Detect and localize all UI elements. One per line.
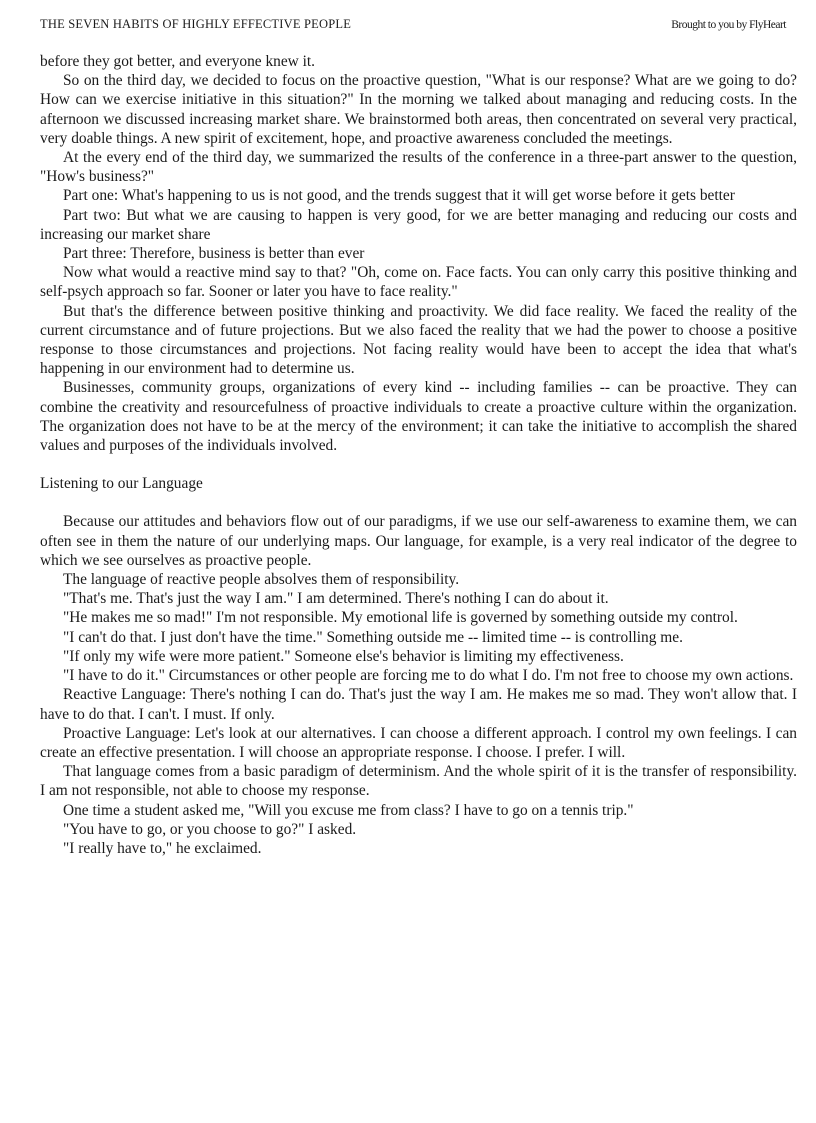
paragraph: "I can't do that. I just don't have the time." Something outside me -- limited time -- is controlling me.	[63, 628, 683, 646]
paragraph: That language comes from a basic paradigm of determinism. And the whole spirit of it is the transfer of responsibility. I am not responsible, not able to choose my response.	[40, 763, 797, 800]
paragraph: Part two: But what we are causing to happen is very good, for we are better managing and reducing our costs and increasing our market share	[40, 206, 797, 243]
paragraph: So on the third day, we decided to focus on the proactive question, "What is our response? What are we going to do? How can we exercise initiative in this situation?" In the morning we talked about managing and reducing costs. In the afternoon we discussed increasing market share. We brainstormed both areas, then concentrated on several very practical, very doable things. A new spirit of excitement, hope, and proactive awareness concluded the meetings.	[40, 72, 797, 147]
credit-line: Brought to you by FlyHeart	[671, 19, 786, 31]
paragraph: Proactive Language: Let's look at our alternatives. I can choose a different approach. I control my own feelings. I can create an effective presentation. I will choose an appropriate response. I choose. I prefer. I will.	[40, 724, 797, 761]
paragraph: Because our attitudes and behaviors flow out of our paradigms, if we use our self-awareness to examine them, we can often see in them the nature of our underlying maps. Our language, for example, is a very real indicator of the degree to which we see ourselves as proactive people.	[40, 513, 797, 569]
paragraph: "That's me. That's just the way I am." I am determined. There's nothing I can do about it.	[63, 590, 609, 608]
paragraph: Part three: Therefore, business is better than ever	[63, 245, 365, 263]
running-header	[40, 17, 786, 35]
paragraph: One time a student asked me, "Will you excuse me from class? I have to go on a tennis trip."	[63, 801, 634, 819]
paragraph: But that's the difference between positive thinking and proactivity. We did face reality. We faced the reality of the current circumstance and of future projections. But we also faced the reality that we had the power to choose a positive response to those circumstances and projections. Not facing reality would have been to accept the idea that what's happening in our environment had to determine us.	[40, 302, 797, 378]
paragraph: At the every end of the third day, we summarized the results of the conference in a three-part answer to the question, "How's business?"	[40, 149, 797, 186]
paragraph: "If only my wife were more patient." Someone else's behavior is limiting my effectiveness.	[63, 647, 624, 665]
paragraph-continued: before they got better, and everyone knew it.	[40, 53, 316, 70]
paragraph: Now what would a reactive mind say to that? "Oh, come on. Face facts. You can only carry this positive thinking and self-psych approach so far. Sooner or later you have to face reality."	[40, 264, 797, 301]
page-body	[40, 52, 797, 858]
paragraph: "I really have to," he exclaimed.	[63, 839, 262, 857]
paragraph: "I have to do it." Circumstances or other people are forcing me to do what I do. I'm not free to choose my own actions.	[63, 667, 794, 685]
paragraph: "He makes me so mad!" I'm not responsible. My emotional life is governed by something outside my control.	[63, 609, 738, 627]
book-title: THE SEVEN HABITS OF HIGHLY EFFECTIVE PEOPLE	[40, 17, 352, 31]
section-heading: Listening to our Language	[40, 475, 203, 493]
paragraph: Businesses, community groups, organizations of every kind -- including families -- can be proactive. They can combine the creativity and resourcefulness of proactive individuals to create a proactive culture within the organization. The organization does not have to be at the mercy of the environment; it can take the initiative to accomplish the shared values and purposes of the individuals involved.	[40, 379, 797, 455]
paragraph: "You have to go, or you choose to go?" I asked.	[63, 820, 357, 838]
paragraph: Part one: What's happening to us is not good, and the trends suggest that it will get worse before it gets better	[63, 187, 735, 205]
paragraph: The language of reactive people absolves them of responsibility.	[63, 571, 460, 589]
paragraph: Reactive Language: There's nothing I can do. That's just the way I am. He makes me so mad. They won't allow that. I have to do that. I can't. I must. If only.	[40, 686, 797, 723]
